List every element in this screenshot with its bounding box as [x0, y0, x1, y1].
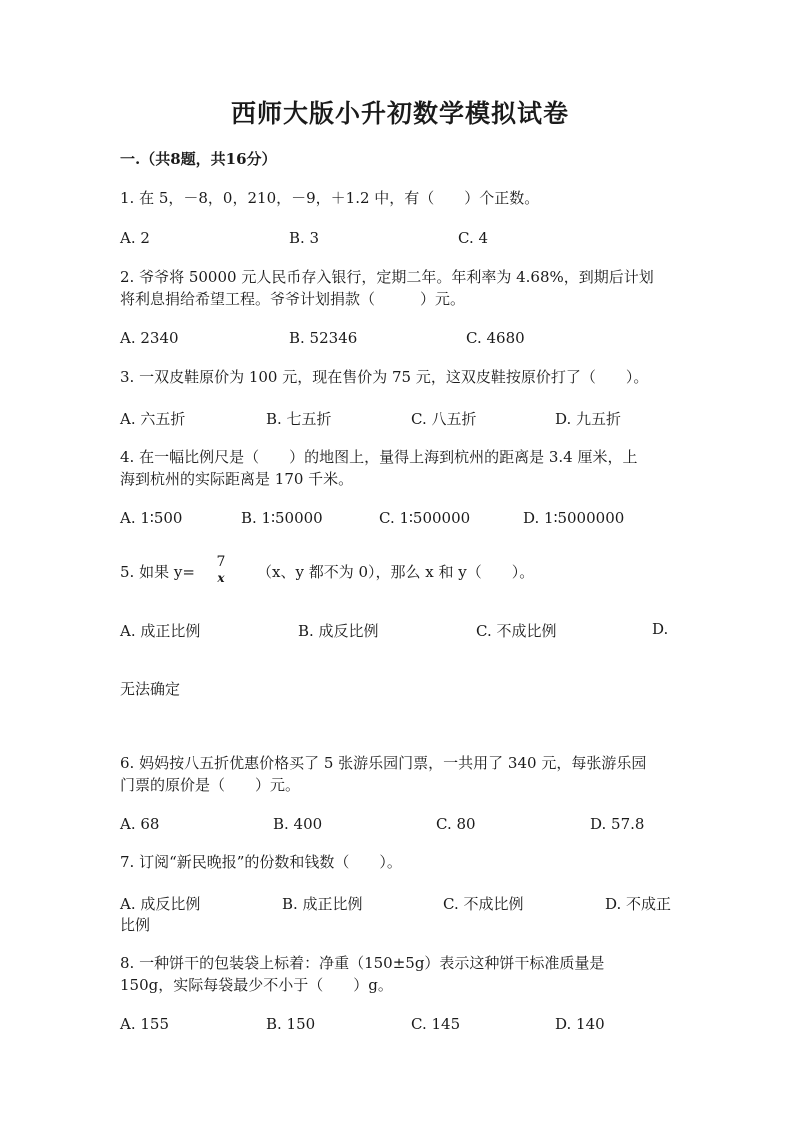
question-6-text-line-1: 6. 妈妈按八五折优惠价格买了 5 张游乐园门票，一共用了 340 元，每张游乐园: [120, 754, 647, 772]
question-4-option-c: C. 1∶500000: [379, 509, 471, 527]
question-2-option-c: C. 4680: [466, 329, 525, 347]
question-7-option-a: A. 成反比例: [120, 895, 201, 913]
question-3-option-b: B. 七五折: [266, 410, 332, 428]
question-5-option-a: A. 成正比例: [120, 622, 201, 640]
question-6-text-line-2: 门票的原价是（ ）元。: [120, 776, 301, 794]
question-4-option-b: B. 1∶50000: [241, 509, 323, 527]
question-3-option-d: D. 九五折: [555, 410, 622, 428]
fraction-numerator: 7: [216, 554, 226, 570]
question-4-text-line-2: 海到杭州的实际距离是 170 千米。: [120, 470, 354, 488]
question-5-option-c: C. 不成比例: [476, 622, 557, 640]
question-3-option-a: A. 六五折: [120, 410, 186, 428]
question-1-text: 1. 在 5，－8，0，210，－9，＋1.2 中，有（ ）个正数。: [120, 189, 540, 207]
question-4-text-line-1: 4. 在一幅比例尺是（ ）的地图上，量得上海到杭州的距离是 3.4 厘米，上: [120, 448, 638, 466]
question-5-option-d-wrap: 无法确定: [120, 680, 181, 698]
question-7-option-b: B. 成正比例: [282, 895, 363, 913]
question-3-text: 3. 一双皮鞋原价为 100 元，现在售价为 75 元，这双皮鞋按原价打了（ ）。: [120, 368, 649, 386]
question-5-text-suffix: （x、y 都不为 0），那么 x 和 y（ ）。: [257, 563, 535, 581]
question-7-option-d: D. 不成正: [605, 895, 672, 913]
question-4-option-a: A. 1∶500: [120, 509, 183, 527]
question-4-option-d: D. 1∶5000000: [523, 509, 625, 527]
question-6-option-b: B. 400: [273, 815, 323, 833]
question-5-option-b: B. 成反比例: [298, 622, 379, 640]
question-8-option-b: B. 150: [266, 1015, 316, 1033]
question-8-option-d: D. 140: [555, 1015, 605, 1033]
question-1-option-a: A. 2: [120, 229, 150, 247]
question-7-option-d-wrap: 比例: [120, 916, 151, 934]
question-8-option-c: C. 145: [411, 1015, 461, 1033]
question-2-text-line-1: 2. 爷爷将 50000 元人民币存入银行，定期二年。年利率为 4.68%，到期后计划: [120, 268, 654, 286]
question-8-text-line-1: 8. 一种饼干的包装袋上标着：净重（150±5g）表示这种饼干标准质量是: [120, 954, 605, 972]
question-2-option-b: B. 52346: [289, 329, 358, 347]
exam-title: 西师大版小升初数学模拟试卷: [230, 99, 569, 128]
question-6-option-a: A. 68: [120, 815, 160, 833]
question-6-option-c: C. 80: [436, 815, 476, 833]
question-5-option-d: D.: [652, 620, 669, 638]
question-3-option-c: C. 八五折: [411, 410, 477, 428]
question-6-option-d: D. 57.8: [590, 815, 645, 833]
question-1-option-c: C. 4: [458, 229, 489, 247]
question-8-option-a: A. 155: [120, 1015, 169, 1033]
question-7-text: 7. 订阅“新民晚报”的份数和钱数（ ）。: [120, 853, 402, 871]
question-8-text-line-2: 150g，实际每袋最少不小于（ ）g。: [120, 976, 393, 994]
question-1-option-b: B. 3: [289, 229, 320, 247]
question-2-option-a: A. 2340: [120, 329, 179, 347]
fraction: [213, 554, 229, 586]
fraction-denominator: x: [217, 571, 225, 585]
section-heading: 一.（共8题，共16分）: [120, 150, 277, 168]
question-5-text-prefix: 5. 如果 y=: [120, 563, 195, 581]
question-2-text-line-2: 将利息捐给希望工程。爷爷计划捐款（ ）元。: [120, 290, 466, 308]
question-7-option-c: C. 不成比例: [443, 895, 524, 913]
